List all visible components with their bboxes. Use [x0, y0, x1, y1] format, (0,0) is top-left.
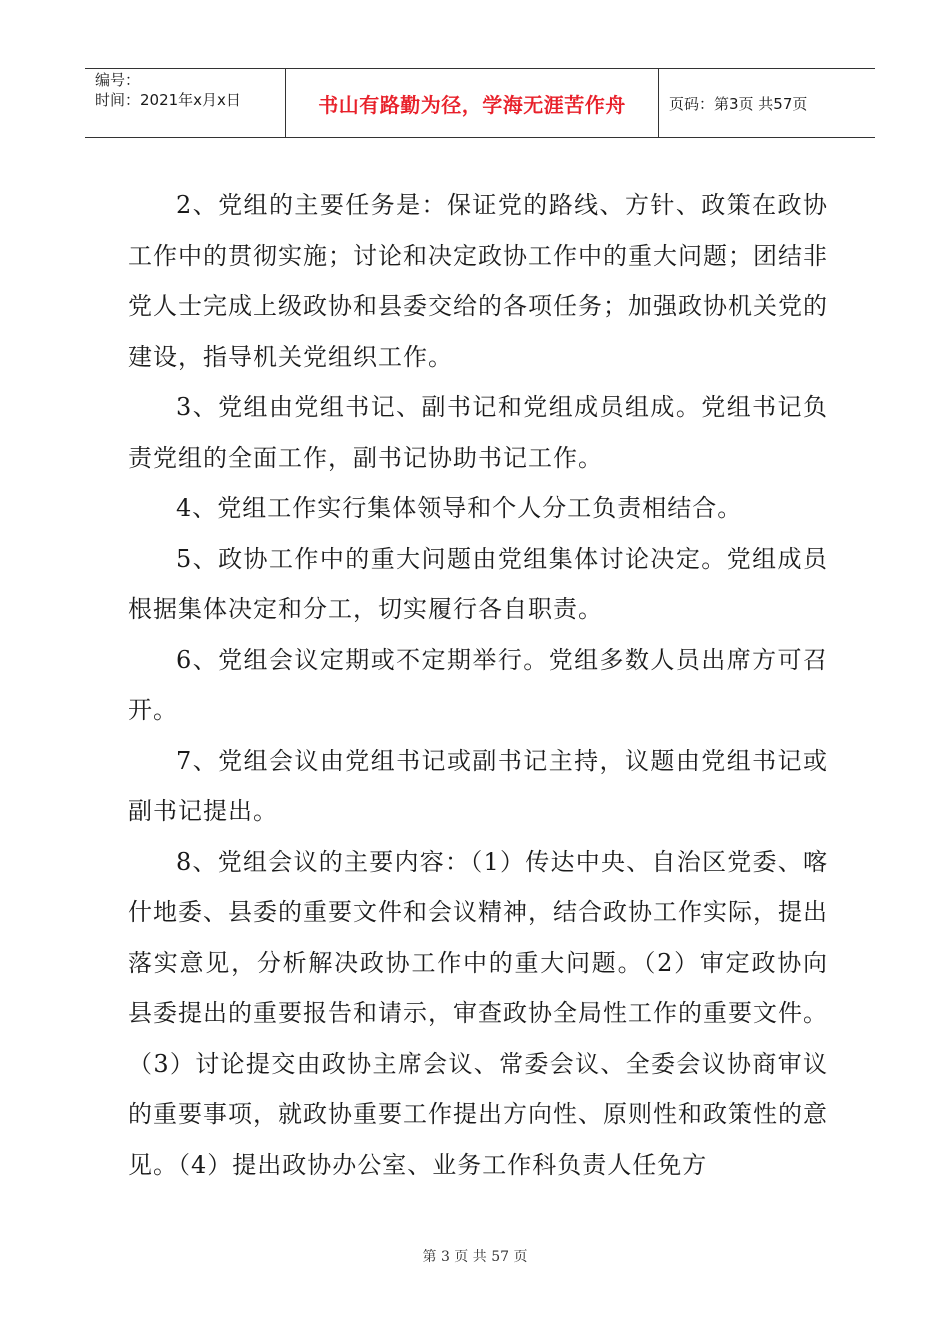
page-header [85, 68, 875, 138]
header-meta-cell [85, 69, 286, 137]
paragraph: 8、党组会议的主要内容：（1）传达中央、自治区党委、喀什地委、县委的重要文件和会议精神，结合政协工作实际，提出落实意见，分析解决政协工作中的重大问题。（2）审定政协向县委提出的重要报告和请示，审查政协全局性工作的重要文件。（3）讨论提交由政协主席会议、常委会议、全委会议协商审议的重要事项，就政协重要工作提出方向性、原则性和政策性的意见。（4）提出政协办公室、业务工作科负责人任免方 [128, 847, 828, 1179]
document-number-label: 编号： [95, 71, 141, 89]
paragraph: 5、政协工作中的重大问题由党组集体讨论决定。党组成员根据集体决定和分工，切实履行各自职责。 [128, 544, 828, 623]
document-time-label: 时间：2021年x月x日 [95, 91, 241, 109]
paragraph: 6、党组会议定期或不定期举行。党组多数人员出席方可召开。 [128, 645, 828, 724]
paragraph: 2、党组的主要任务是：保证党的路线、方针、政策在政协工作中的贯彻实施；讨论和决定政协工作中的重大问题；团结非党人士完成上级政协和县委交给的各项任务；加强政协机关党的建设，指导机关党组织工作。 [128, 191, 828, 371]
header-page-info: 页码：第3页 共57页 [669, 94, 808, 113]
page-footer: 第 3 页 共 57 页 [422, 1249, 528, 1265]
paragraph: 4、党组工作实行集体领导和个人分工负责相结合。 [176, 494, 743, 522]
paragraph: 3、党组由党组书记、副书记和党组成员组成。党组书记负责党组的全面工作，副书记协助书记工作。 [128, 393, 828, 472]
paragraph: 7、党组会议由党组书记或副书记主持，议题由党组书记或副书记提出。 [128, 746, 828, 825]
document-body [128, 180, 828, 1190]
header-motto: 书山有路勤为径，学海无涯苦作舟 [286, 69, 659, 137]
